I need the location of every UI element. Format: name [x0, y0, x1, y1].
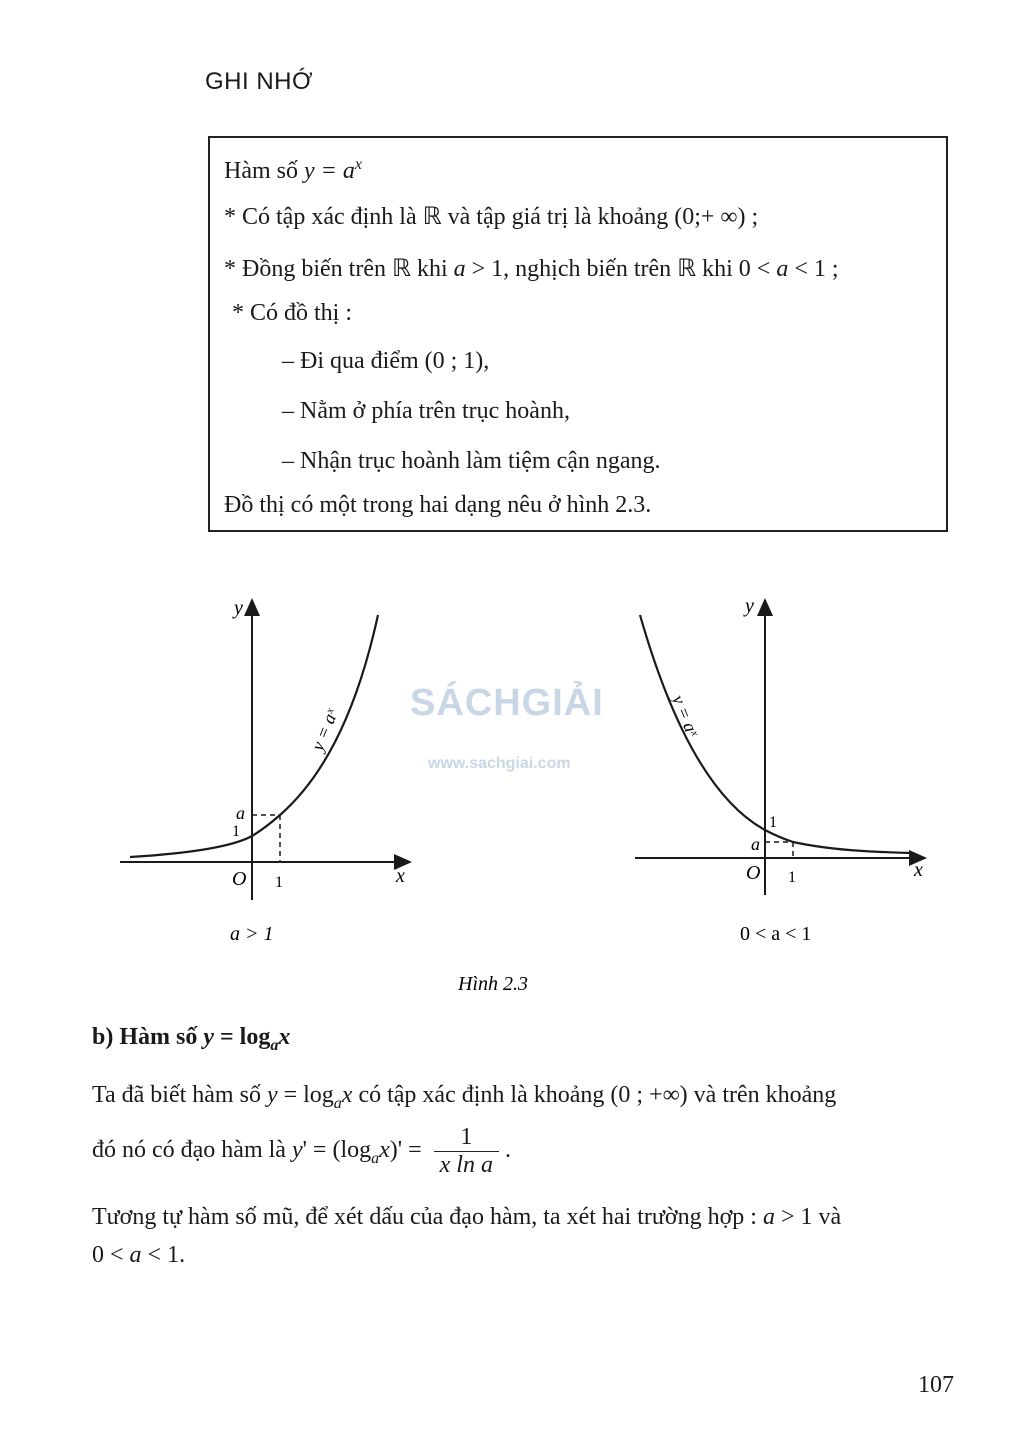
box-line-figure-ref: Đồ thị có một trong hai dạng nêu ở hình 2.3.: [224, 492, 652, 518]
text: < 1 ;: [788, 256, 839, 282]
text: Tương tự hàm số mũ, để xét dấu của đạo hàm, ta xét hai trường hợp :: [92, 1204, 763, 1230]
text: = log: [214, 1024, 271, 1050]
box-line-domain: * Có tập xác định là ℝ và tập giá trị là khoảng (0;+ ∞) ;: [224, 204, 759, 230]
paragraph-3: [92, 1204, 841, 1231]
math-var: a: [453, 256, 466, 282]
figure-caption: Hình 2.3: [458, 973, 528, 995]
math-sub: a: [371, 1149, 380, 1167]
remember-heading: GHI NHỚ: [205, 68, 314, 95]
math-var: a: [129, 1242, 142, 1268]
watermark-url: www.sachgiai.com: [428, 755, 571, 772]
watermark-logo: SÁCHGIẢI: [410, 682, 604, 724]
origin-label: O: [746, 862, 761, 884]
x-label: x: [914, 859, 923, 881]
box-line-above-axis: – Nằm ở phía trên trục hoành,: [282, 398, 570, 424]
tick-a: a: [751, 834, 760, 854]
curve-label: y = aˣ: [668, 692, 704, 740]
caption-right: 0 < a < 1: [740, 923, 812, 945]
text: Ta đã biết hàm số: [92, 1082, 267, 1108]
math-var: x: [278, 1024, 291, 1050]
math-var: a: [762, 1204, 775, 1230]
text: đó nó có đạo hàm là: [92, 1137, 292, 1164]
text: .: [504, 1137, 511, 1164]
math-expr: y = a: [304, 158, 355, 184]
tick-a: a: [236, 803, 245, 823]
paragraph-4: [92, 1242, 185, 1269]
paragraph-1: [92, 1082, 836, 1113]
graph-a-less-1: [635, 595, 925, 945]
page-number: 107: [918, 1372, 954, 1398]
text: )' =: [389, 1137, 428, 1164]
box-line-point: – Đi qua điểm (0 ; 1),: [282, 348, 490, 374]
math-sub: a: [333, 1094, 342, 1112]
math-sup: x: [354, 156, 362, 173]
section-b-title: [92, 1024, 290, 1055]
tick-1-y: 1: [769, 814, 777, 831]
x-label: x: [396, 865, 405, 887]
y-label: y: [234, 597, 243, 619]
text: Hàm số: [224, 158, 304, 184]
tick-1-x: 1: [788, 869, 796, 886]
y-label: y: [745, 595, 754, 617]
text: > 1 và: [774, 1204, 842, 1230]
text: b) Hàm số: [92, 1024, 204, 1050]
text: có tập xác định là khoảng (0 ; +∞) và trên khoảng: [352, 1082, 837, 1108]
math-var: y: [291, 1137, 303, 1164]
text: = log: [277, 1082, 334, 1108]
math-var: y: [266, 1082, 278, 1108]
box-line-asymptote: – Nhận trục hoành làm tiệm cận ngang.: [282, 448, 661, 474]
math-var: a: [776, 256, 789, 282]
tick-1-x: 1: [275, 874, 283, 891]
text: 0 <: [92, 1242, 130, 1268]
math-var: y: [203, 1024, 214, 1050]
caption-left: a > 1: [230, 923, 274, 945]
fraction-denominator: x ln a: [439, 1152, 493, 1178]
fraction-numerator: 1: [434, 1124, 499, 1152]
box-line-graph: * Có đồ thị :: [232, 300, 353, 326]
text: * Đồng biến trên ℝ khi: [224, 256, 454, 282]
origin-label: O: [232, 868, 247, 890]
text: ' = (log: [302, 1137, 372, 1164]
tick-1-y: 1: [232, 823, 240, 840]
exp-curve: [130, 615, 378, 857]
math-var: x: [379, 1137, 390, 1164]
math-sub: a: [270, 1036, 279, 1054]
text: > 1, nghịch biến trên ℝ khi 0 <: [465, 256, 777, 282]
curve-label: y = aˣ: [307, 705, 342, 754]
math-var: x: [341, 1082, 353, 1108]
graph-a-greater-1: [120, 597, 410, 945]
text: < 1.: [141, 1242, 186, 1268]
paragraph-2: [92, 1124, 511, 1179]
fraction: [434, 1124, 499, 1179]
